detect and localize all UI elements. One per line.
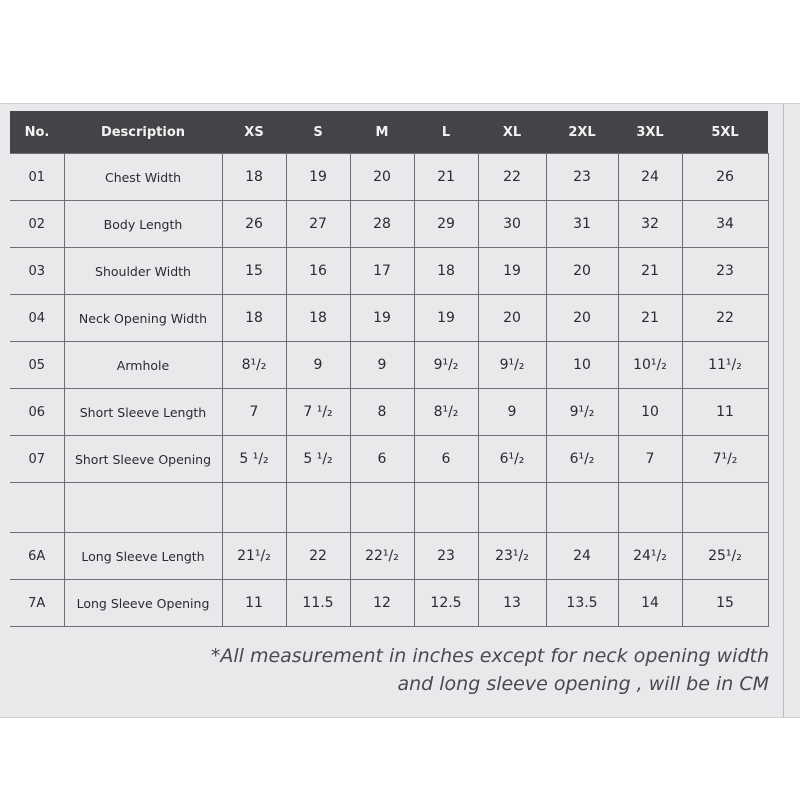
cell-value: 9 [286, 342, 350, 389]
table-row [10, 580, 768, 627]
table-row [10, 436, 768, 483]
row-description [64, 483, 222, 533]
cell-value: 9 [350, 342, 414, 389]
row-number: 6A [10, 533, 64, 580]
cell-value: 10 [546, 342, 618, 389]
row-description: Shoulder Width [64, 248, 222, 295]
column-header-3xl: 3XL [618, 111, 682, 154]
column-header-s: S [286, 111, 350, 154]
row-number: 04 [10, 295, 64, 342]
cell-value: 31 [546, 201, 618, 248]
cell-value: 11 [222, 580, 286, 627]
cell-value: 28 [350, 201, 414, 248]
cell-value: 24 [618, 154, 682, 201]
table-row [10, 248, 768, 295]
row-number [10, 483, 64, 533]
row-description: Chest Width [64, 154, 222, 201]
cell-value: 32 [618, 201, 682, 248]
cell-value: 20 [546, 295, 618, 342]
cell-value: 24 [546, 533, 618, 580]
cell-value: 9 [478, 389, 546, 436]
cell-value: 6 [414, 436, 478, 483]
header-row [10, 111, 768, 154]
row-description: Long Sleeve Opening [64, 580, 222, 627]
cell-value: 13.5 [546, 580, 618, 627]
cell-value: 9¹/₂ [546, 389, 618, 436]
table-row [10, 201, 768, 248]
cell-value: 22 [286, 533, 350, 580]
row-number: 7A [10, 580, 64, 627]
column-header-2xl: 2XL [546, 111, 618, 154]
row-description: Short Sleeve Opening [64, 436, 222, 483]
cell-value: 8¹/₂ [222, 342, 286, 389]
cell-value: 14 [618, 580, 682, 627]
cell-value: 12 [350, 580, 414, 627]
cell-value [546, 483, 618, 533]
column-header-description: Description [64, 111, 222, 154]
cell-value: 7 ¹/₂ [286, 389, 350, 436]
cell-value: 23 [682, 248, 768, 295]
cell-value: 7 [222, 389, 286, 436]
row-number: 06 [10, 389, 64, 436]
row-description: Armhole [64, 342, 222, 389]
cell-value: 10¹/₂ [618, 342, 682, 389]
cell-value: 20 [478, 295, 546, 342]
footnote-line-1: *All measurement in inches except for neck opening width [210, 645, 769, 667]
cell-value: 8¹/₂ [414, 389, 478, 436]
cell-value: 7¹/₂ [682, 436, 768, 483]
cell-value: 18 [286, 295, 350, 342]
cell-value: 9¹/₂ [478, 342, 546, 389]
cell-value: 17 [350, 248, 414, 295]
cell-value: 5 ¹/₂ [222, 436, 286, 483]
cell-value: 11¹/₂ [682, 342, 768, 389]
column-header-l: L [414, 111, 478, 154]
cell-value: 21¹/₂ [222, 533, 286, 580]
cell-value: 5 ¹/₂ [286, 436, 350, 483]
cell-value: 30 [478, 201, 546, 248]
cell-value: 29 [414, 201, 478, 248]
cell-value: 19 [414, 295, 478, 342]
cell-value [286, 483, 350, 533]
row-description: Long Sleeve Length [64, 533, 222, 580]
cell-value: 10 [618, 389, 682, 436]
row-description: Body Length [64, 201, 222, 248]
cell-value: 20 [546, 248, 618, 295]
cell-value [618, 483, 682, 533]
cell-value [350, 483, 414, 533]
column-header-xs: XS [222, 111, 286, 154]
cell-value [222, 483, 286, 533]
table-row [10, 533, 768, 580]
cell-value: 11.5 [286, 580, 350, 627]
cell-value: 9¹/₂ [414, 342, 478, 389]
cell-value [682, 483, 768, 533]
table-row [10, 342, 768, 389]
cell-value: 27 [286, 201, 350, 248]
column-header-xl: XL [478, 111, 546, 154]
cell-value: 26 [222, 201, 286, 248]
column-header-m: M [350, 111, 414, 154]
cell-value: 8 [350, 389, 414, 436]
measurement-footnote [211, 642, 769, 698]
cell-value: 16 [286, 248, 350, 295]
table-row-empty [10, 483, 768, 533]
cell-value: 25¹/₂ [682, 533, 768, 580]
table-row [10, 295, 768, 342]
cell-value: 18 [222, 295, 286, 342]
cell-value: 19 [286, 154, 350, 201]
row-description: Neck Opening Width [64, 295, 222, 342]
cell-value: 19 [350, 295, 414, 342]
cell-value: 34 [682, 201, 768, 248]
cell-value: 24¹/₂ [618, 533, 682, 580]
cell-value: 21 [618, 248, 682, 295]
cell-value: 12.5 [414, 580, 478, 627]
cell-value: 15 [682, 580, 768, 627]
size-chart-sheet [0, 103, 800, 718]
cell-value: 6 [350, 436, 414, 483]
row-number: 01 [10, 154, 64, 201]
cell-value: 18 [222, 154, 286, 201]
table-row [10, 389, 768, 436]
row-description: Short Sleeve Length [64, 389, 222, 436]
column-header-no: No. [10, 111, 64, 154]
cell-value: 15 [222, 248, 286, 295]
cell-value: 7 [618, 436, 682, 483]
cell-value: 21 [414, 154, 478, 201]
size-chart-table [10, 111, 769, 627]
cell-value: 20 [350, 154, 414, 201]
row-number: 07 [10, 436, 64, 483]
cell-value [478, 483, 546, 533]
row-number: 03 [10, 248, 64, 295]
row-number: 02 [10, 201, 64, 248]
cell-value: 22 [682, 295, 768, 342]
cell-value: 6¹/₂ [546, 436, 618, 483]
cell-value: 11 [682, 389, 768, 436]
cell-value: 6¹/₂ [478, 436, 546, 483]
table-row [10, 154, 768, 201]
column-header-5xl: 5XL [682, 111, 768, 154]
cell-value: 26 [682, 154, 768, 201]
cell-value: 18 [414, 248, 478, 295]
cell-value: 23¹/₂ [478, 533, 546, 580]
cell-value: 19 [478, 248, 546, 295]
footnote-line-2: and long sleeve opening , will be in CM [397, 673, 769, 695]
cell-value: 22¹/₂ [350, 533, 414, 580]
cell-value: 13 [478, 580, 546, 627]
cell-value [414, 483, 478, 533]
cell-value: 23 [546, 154, 618, 201]
cell-value: 22 [478, 154, 546, 201]
row-number: 05 [10, 342, 64, 389]
page-edge-divider [783, 104, 784, 717]
cell-value: 23 [414, 533, 478, 580]
cell-value: 21 [618, 295, 682, 342]
